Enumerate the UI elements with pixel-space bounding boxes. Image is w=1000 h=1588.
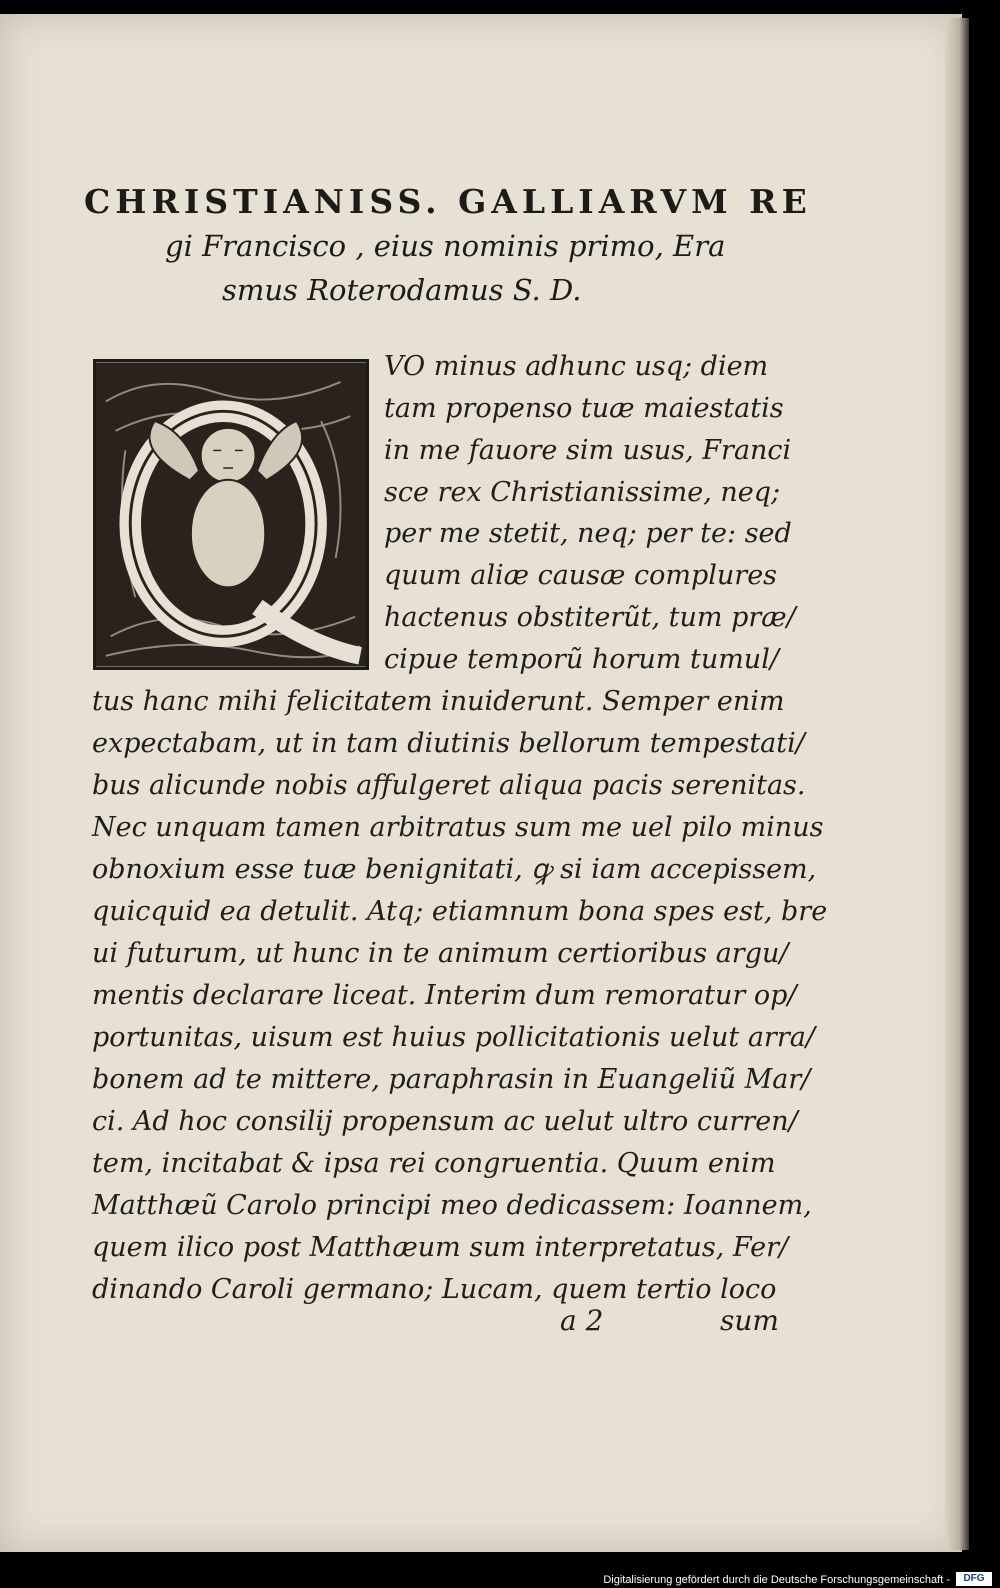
body-line: in me fauore sim usus, Franci xyxy=(384,435,792,466)
dedication-heading-line-3: smus Roterodamus S. D. xyxy=(222,273,582,307)
decorated-initial-q xyxy=(93,359,369,670)
body-line: Matthæũ Carolo principi meo dedicassem: Ioannem, xyxy=(92,1190,812,1221)
digitization-credit: Digitalisierung gefördert durch die Deutsche Forschungsgemeinschaft - xyxy=(603,1574,950,1586)
body-line: Nec unquam tamen arbitratus sum me uel pilo minus xyxy=(92,812,824,843)
woodcut-cherub-illustration xyxy=(96,362,366,667)
body-line: quum aliæ causæ complures xyxy=(384,560,778,591)
body-line: mentis declarare liceat. Interim dum remoratur op/ xyxy=(92,980,797,1011)
body-line: expectabam, ut in tam diutinis bellorum tempestati/ xyxy=(92,728,805,759)
body-line: bonem ad te mittere, paraphrasin in Euangeliũ Mar/ xyxy=(92,1064,811,1095)
body-line: tus hanc mihi felicitatem inuiderunt. Semper enim xyxy=(92,686,785,717)
body-line: cipue temporũ horum tumul/ xyxy=(384,644,779,675)
signature-mark: a 2 xyxy=(560,1304,604,1337)
page-edge xyxy=(945,18,969,1550)
body-line: dinando Caroli germano; Lucam, quem tertio loco xyxy=(92,1274,777,1305)
body-line: portunitas, uisum est huius pollicitationis uelut arra/ xyxy=(92,1022,815,1053)
body-line: hactenus obstiterũt, tum præ/ xyxy=(384,602,796,633)
dfg-logo: DFG xyxy=(956,1572,992,1586)
body-line: quicquid ea detulit. Atq; etiamnum bona spes est, bre xyxy=(92,896,828,927)
body-line: quem ilico post Matthæum sum interpretatus, Fer/ xyxy=(92,1232,789,1263)
book-page xyxy=(0,14,962,1552)
body-line: VO minus adhunc usq; diem xyxy=(384,351,769,382)
body-line: bus alicunde nobis affulgeret aliqua pacis serenitas. xyxy=(92,770,806,801)
body-line: per me stetit, neq; per te: sed xyxy=(384,518,792,549)
dedication-heading-line-1: CHRISTIANISS. GALLIARVM RE xyxy=(84,182,812,221)
body-line: sce rex Christianissime, neq; xyxy=(384,477,781,508)
dedication-heading-line-2: gi Francisco , eius nominis primo, Era xyxy=(165,229,726,263)
body-line: obnoxium esse tuæ benignitati, ꝙ si iam accepissem, xyxy=(92,854,817,885)
body-line: tam propenso tuæ maiestatis xyxy=(384,393,784,424)
catchword: sum xyxy=(720,1304,779,1337)
body-line: ui futurum, ut hunc in te animum certioribus argu/ xyxy=(92,938,789,969)
body-line: tem, incitabat & ipsa rei congruentia. Quum enim xyxy=(92,1148,776,1179)
body-line: ci. Ad hoc consilij propensum ac uelut ultro curren/ xyxy=(92,1106,798,1137)
